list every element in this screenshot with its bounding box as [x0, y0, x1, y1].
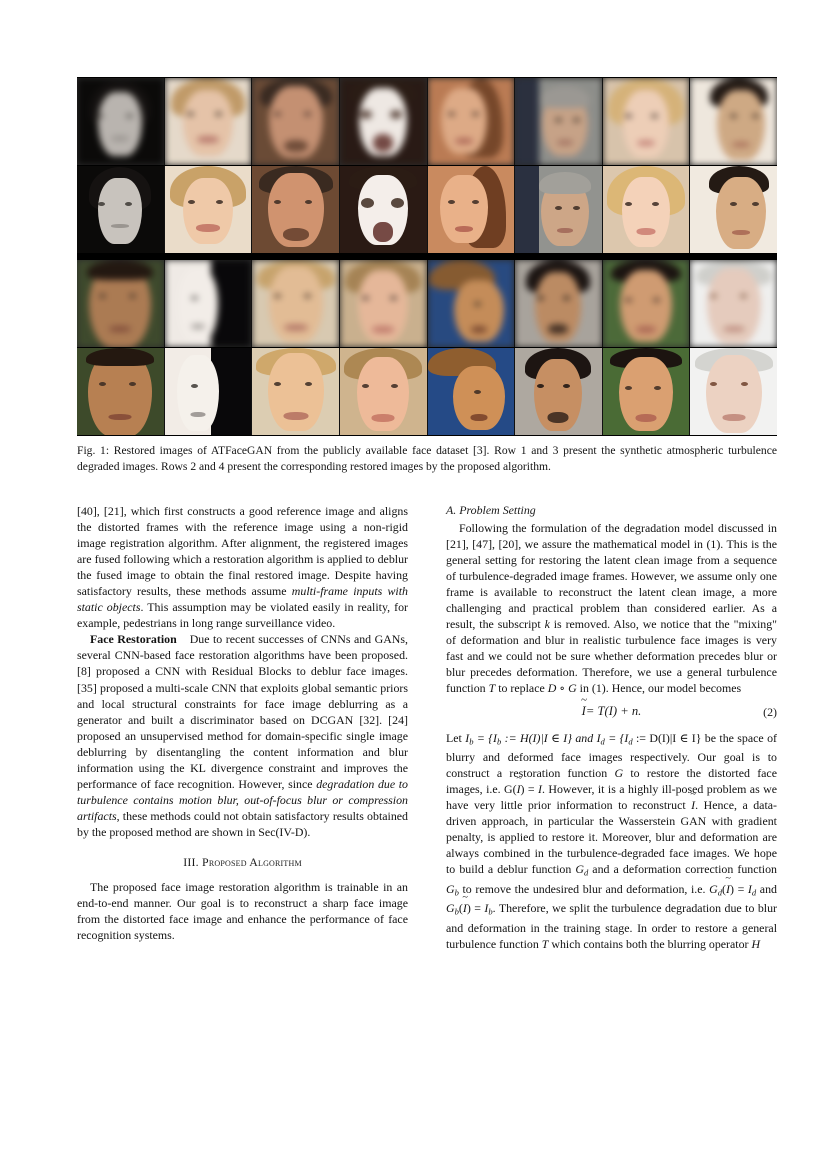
figure-cell-r1c3 — [252, 78, 340, 165]
math-T-2: T — [541, 936, 549, 951]
left-column — [77, 503, 408, 943]
sub-d-1: d — [600, 735, 605, 746]
math-I-rhs: I — [538, 782, 542, 797]
math-Gb-of-I-tilde — [446, 901, 493, 915]
rp2-part4: = {I — [604, 730, 629, 745]
figure-cell-r3c4 — [340, 260, 428, 347]
rp2-part1: Let — [446, 730, 466, 745]
math-I-tilde-1: ~ I — [517, 781, 521, 797]
sub-b-1: b — [469, 735, 474, 746]
rp2-part12: . Therefore, we split the turbulence degradation due to blur and deformation in the training stage. In order to restore a general turbulence function — [446, 901, 777, 951]
left-paragraph-3: The proposed face image restoration algorithm is trainable in an end-to-end manner. Our goal is to reconstruct a sharp face image from the distorted face image and enhance the performance of face recognition systems. — [77, 879, 408, 943]
figure-cell-r1c7 — [603, 78, 691, 165]
sub-d-4: d — [717, 887, 723, 898]
math-T: T — [488, 681, 496, 696]
rp2-part11: and — [756, 881, 777, 896]
figure-cell-r1c6 — [515, 78, 603, 165]
figure-cell-r2c3 — [252, 166, 340, 253]
figure-cell-r4c4 — [340, 348, 428, 435]
figure-cell-r1c1 — [77, 78, 165, 165]
equation-2-rhs: = T(I) + n. — [585, 703, 642, 718]
figure-cell-r3c6 — [515, 260, 603, 347]
left-paragraph-2-italic: degradation due to turbulence contains motion blur, out-of-focus blur or compression artifacts — [77, 776, 408, 823]
math-Gb-letter: G — [446, 901, 455, 916]
figure-row-pair-2 — [77, 259, 777, 436]
figure-row-2-restored — [77, 166, 777, 253]
figure-row-pair-1 — [77, 77, 777, 254]
figure-cell-r1c2 — [165, 78, 253, 165]
rp2-part6: to restore the distorted face images, i.e. — [446, 766, 777, 797]
rp2-part8: . Hence, a data-driven approach, in particular the Wasserstein GAN with gradient penalty, is applied to restore it. Moreover, blur and deformation are always combined in the turbulence-degraded face images. We hope to build a deblur function — [446, 798, 777, 877]
math-Gb-eq: ) = — [466, 901, 485, 916]
math-Gb-paren-open: ( — [458, 901, 463, 916]
math-k: k — [544, 617, 550, 632]
math-Gd: G — [575, 862, 584, 877]
figure-cell-r3c5 — [428, 260, 516, 347]
right-paragraph-1-part1: Following the formulation of the degradation model discussed in [21], [47], [20], we assure the mathematical model in (1). This is the general setting for restoring the latent clean image from a sequence of turbulence-degraded image frames. However, we assume only one frame is available to reconstruct the latent clean image, a more challenging and practical problem than considered earlier. As a result, the subscript — [446, 521, 777, 632]
math-Gb: G — [446, 881, 455, 896]
right-paragraph-1 — [446, 520, 777, 697]
figure-cell-r2c8 — [690, 166, 777, 253]
body-columns — [77, 503, 777, 1043]
left-paragraph-2 — [77, 631, 408, 840]
face-restoration-runin-head: Face Restoration — [90, 632, 177, 647]
math-calI-b: I — [465, 730, 470, 745]
math-Gd-paren-open: ( — [722, 881, 727, 896]
math-Gd-letter: G — [709, 881, 718, 896]
sub-d-5: d — [751, 887, 757, 898]
equation-2-body — [446, 704, 777, 719]
figure-cell-r3c8 — [690, 260, 777, 347]
rp2-part5: := D(I)|I ∈ I} be the space of blurry and deformed face images respectively. Our goal is to construct a restoration function — [446, 730, 777, 780]
right-paragraph-1-part3: to replace — [495, 681, 548, 696]
math-H: H — [751, 936, 761, 951]
figure-cell-r3c7 — [603, 260, 691, 347]
math-I-tilde-3: ~ I — [726, 881, 730, 897]
figure-image-grid — [77, 77, 777, 436]
equation-2-number: (2) — [763, 704, 777, 719]
rp2-part9: and a deformation correction function — [588, 862, 777, 877]
math-I-tilde-eq: ~ I — [582, 704, 586, 719]
subsection-heading-problem-setting: A. Problem Setting — [446, 503, 536, 517]
math-Ib-letter: I — [484, 901, 489, 916]
figure-cell-r4c7 — [603, 348, 691, 435]
figure-cell-r2c1 — [77, 166, 165, 253]
right-column — [446, 503, 777, 952]
figure-cell-r4c2 — [165, 348, 253, 435]
figure-cell-r2c2 — [165, 166, 253, 253]
sub-b-2: b — [496, 735, 502, 746]
left-paragraph-1-tail: . This assumption may be violated easily in reality, for example, pedestrians in long range surveillance video. — [77, 600, 408, 631]
figure-1 — [77, 77, 777, 436]
figure-row-4-restored — [77, 348, 777, 435]
math-Gd-eq: ) = — [729, 881, 748, 896]
figure-caption: Fig. 1: Restored images of ATFaceGAN from the publicly available face dataset [3]. Row 1 and 3 present the synthetic atmospheric turbulence degraded images. Rows 2 and 4 present the corresponding restored images by the proposed algorithm. — [77, 444, 777, 473]
math-Gd-of-I-tilde — [709, 882, 756, 896]
equation-2 — [446, 704, 777, 723]
rp2-part13: which contains both the blurring operator — [548, 936, 752, 951]
left-paragraph-2-text: Due to recent successes of CNNs and GANs, several CNN-based face restoration algorithms have been proposed. [8] proposed a CNN with Residual Blocks to deblur face images. [35] proposed a multi-scale CNN that exploits global semantic priors and local structural constraints for face image deblurring as a generator and built a discriminator based on DCGAN [32]. [24] proposed an unsupervised method for domain-specific single image deblurring by disentangling the content information and blur information using the KL divergence constraint and improves the performance of face recognition. However, since — [77, 632, 408, 791]
math-G-paren-close: ) = — [520, 782, 539, 797]
math-I-tilde-4: ~ I — [463, 900, 467, 916]
sub-d-2: d — [628, 735, 633, 746]
rp2-part2: = {I — [473, 730, 497, 745]
figure-row-3-degraded — [77, 260, 777, 347]
rp2-part10: to remove the undesired blur and deformation, i.e. — [458, 881, 710, 896]
left-paragraph-1 — [77, 503, 408, 631]
figure-cell-r4c1 — [77, 348, 165, 435]
math-I-tilde-2: ~ I — [691, 797, 695, 813]
figure-cell-r4c6 — [515, 348, 603, 435]
figure-cell-r1c4 — [340, 78, 428, 165]
right-paragraph-1-part4: in (1). Hence, our model becomes — [576, 681, 742, 696]
section-heading-proposed-algorithm: III. Proposed Algorithm — [183, 854, 302, 869]
figure-row-1-degraded — [77, 78, 777, 165]
figure-cell-r3c2 — [165, 260, 253, 347]
figure-cell-r2c7 — [603, 166, 691, 253]
math-G-paren-open: G( — [504, 782, 517, 797]
sub-d-3: d — [583, 867, 589, 878]
left-paragraph-1-text: [40], [21], which first constructs a good reference image and aligns the distorted frames with the reference image using a non-rigid image registration algorithm. After alignment, the registered images are fused following which a restoration algorithm is applied to deblur the fused image to obtain the final restored image. Despite having satisfactory results, these methods assume — [77, 504, 408, 599]
figure-cell-r4c8 — [690, 348, 777, 435]
figure-cell-r4c3 — [252, 348, 340, 435]
figure-cell-r3c1 — [77, 260, 165, 347]
rp2-part7: . However, it is a highly ill-posed problem as we have very little prior information to reconstruct — [446, 782, 777, 813]
figure-cell-r3c3 — [252, 260, 340, 347]
figure-cell-r2c5 — [428, 166, 516, 253]
left-paragraph-1-italic: multi-frame inputs with static objects — [77, 584, 408, 615]
sub-b-4: b — [454, 906, 459, 917]
math-G-of-I-tilde — [504, 782, 542, 796]
figure-cell-r4c5 — [428, 348, 516, 435]
math-G: G — [614, 766, 624, 780]
right-paragraph-1-part2: is removed. Also, we notice that the "mixing" of deformation and blur in realistic turbulence face images is very fast and we could not be sure whether deformation precedes blur or blur precedes deformation. Therefore, we use a general turbulence function — [446, 617, 777, 696]
sub-b-5: b — [488, 906, 493, 917]
figure-cell-r1c8 — [690, 78, 777, 165]
figure-cell-r2c4 — [340, 166, 428, 253]
math-D-compose-G: D ∘ G — [547, 681, 577, 696]
figure-cell-r1c5 — [428, 78, 516, 165]
sub-b-3: b — [454, 887, 459, 898]
rp2-part3: := H(I)|I ∈ I} and I — [501, 730, 601, 745]
math-Id-letter: I — [747, 881, 752, 896]
left-paragraph-2-tail: , these methods could not obtain satisfactory results obtained by the proposed method are shown in Sec(IV-D). — [77, 808, 408, 839]
figure-cell-r2c6 — [515, 166, 603, 253]
right-paragraph-2 — [446, 730, 777, 952]
